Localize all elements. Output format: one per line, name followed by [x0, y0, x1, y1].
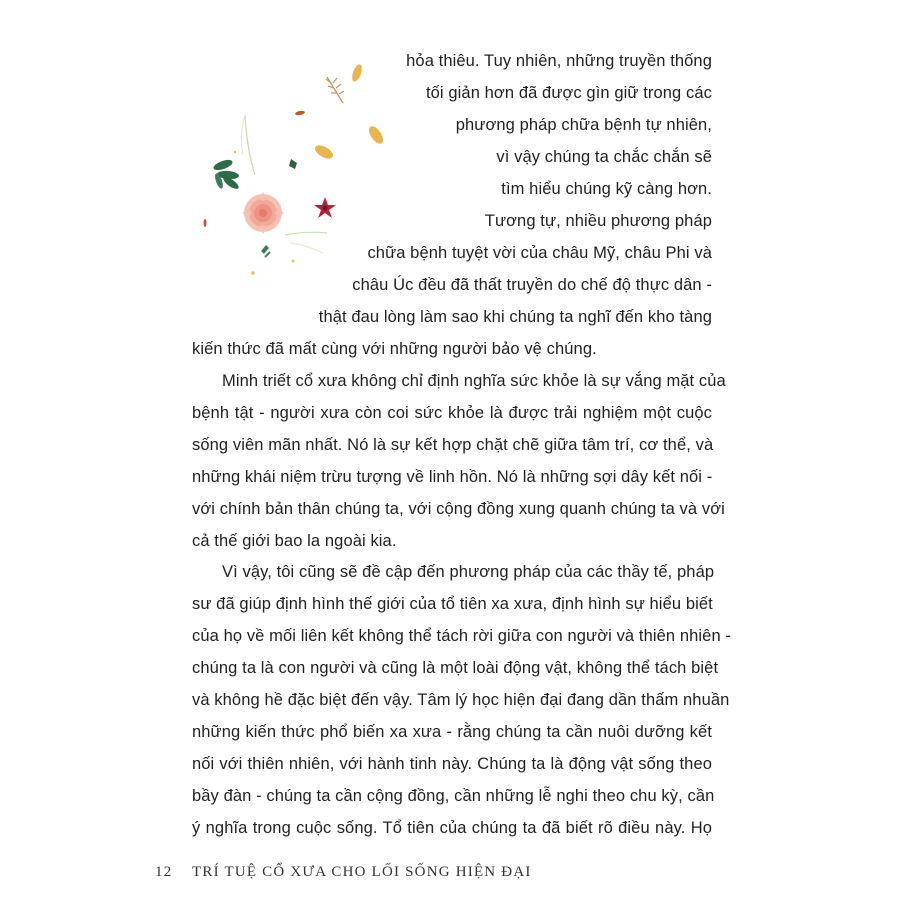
text-line: chữa bệnh tuyệt vời của châu Mỹ, châu Phi và — [367, 244, 712, 262]
text-line: Minh triết cổ xưa không chỉ định nghĩa sức khỏe là sự vắng mặt của — [222, 372, 726, 390]
text-line: bệnh tật - người xưa còn coi sức khỏe là được trải nghiệm một cuộc — [192, 404, 712, 422]
page-number: 12 — [155, 864, 173, 880]
text-line: kiến thức đã mất cùng với những người bảo vệ chúng. — [192, 340, 597, 358]
text-line: Vì vậy, tôi cũng sẽ đề cập đến phương pháp của các thầy tế, pháp — [222, 563, 715, 581]
text-line: vì vậy chúng ta chắc chắn sẽ — [496, 148, 712, 166]
floral-illustration-icon — [195, 55, 395, 285]
text-line: châu Úc đều đã thất truyền do chế độ thực dân - — [352, 276, 712, 294]
text-line: bầy đàn - chúng ta cần cộng đồng, cần những lễ nghi theo chu kỳ, cần — [192, 787, 715, 805]
text-line: ý nghĩa trong cuộc sống. Tổ tiên của chúng ta đã biết rõ điều này. Họ — [192, 819, 712, 837]
text-line: chúng ta là con người và cũng là một loài động vật, không thể tách biệt — [192, 659, 719, 677]
text-line: hỏa thiêu. Tuy nhiên, những truyền thống — [406, 52, 712, 70]
text-line: Tương tự, nhiều phương pháp — [484, 212, 712, 230]
text-line: của họ về mối liên kết không thể tách rời giữa con người và thiên nhiên - — [192, 627, 731, 645]
text-line: sống viên mãn nhất. Nó là sự kết hợp chặt chẽ giữa tâm trí, cơ thể, và — [192, 436, 714, 454]
running-title: TRÍ TUỆ CỔ XƯA CHO LỐI SỐNG HIỆN ĐẠI — [192, 864, 532, 880]
text-line: những kiến thức phổ biến xa xưa - rằng chúng ta cần nuôi dưỡng kết — [192, 723, 712, 741]
text-line: những khái niệm trừu tượng về linh hồn. Nó là những sợi dây kết nối - — [192, 468, 713, 486]
text-line: nối với thiên nhiên, với hành tinh này. Chúng ta là động vật sống theo — [192, 755, 712, 773]
text-line: với chính bản thân chúng ta, với cộng đồng xung quanh chúng ta và với — [192, 500, 725, 518]
text-line: thật đau lòng làm sao khi chúng ta nghĩ đến kho tàng — [318, 308, 712, 326]
text-line: và không hề đặc biệt đến vậy. Tâm lý học hiện đại đang dần thấm nhuần — [192, 691, 730, 709]
text-line: sư đã giúp định hình thế giới của tổ tiên xa xưa, định hình sự hiểu biết — [192, 595, 713, 613]
text-line: phương pháp chữa bệnh tự nhiên, — [455, 116, 712, 134]
text-line: tối giản hơn đã được gìn giữ trong các — [425, 84, 712, 102]
text-line: cả thế giới bao la ngoài kia. — [192, 532, 397, 550]
text-line: tìm hiểu chúng kỹ càng hơn. — [501, 180, 712, 198]
